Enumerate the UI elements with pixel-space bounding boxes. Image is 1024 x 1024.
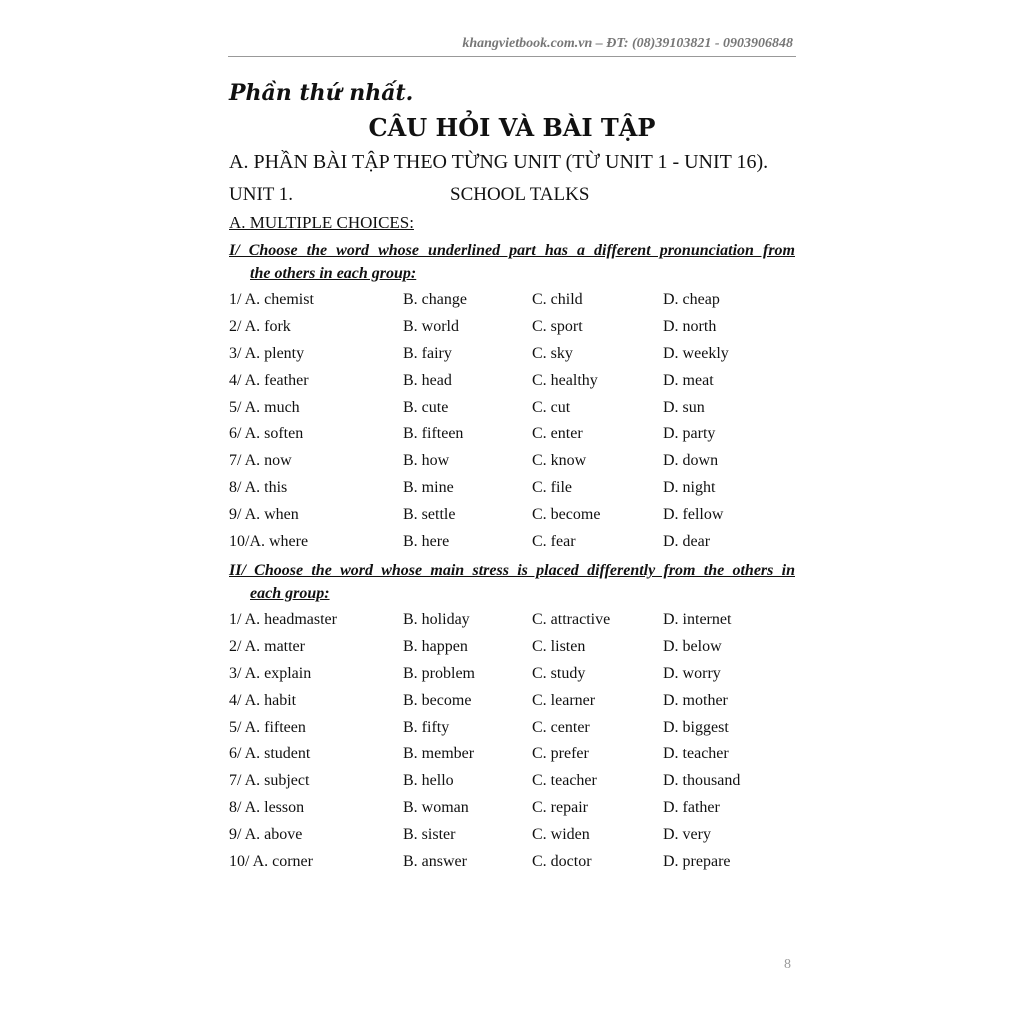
answer-option-b: B. problem [403, 664, 475, 682]
answer-option-c: C. widen [532, 826, 590, 844]
answer-option-d: D. dear [663, 533, 711, 551]
answer-option-c: C. learner [532, 691, 596, 709]
question-row [229, 425, 797, 452]
answer-option-a: 2/ A. matter [229, 637, 305, 655]
question-row [229, 745, 797, 772]
answer-option-a: 5/ A. fifteen [229, 718, 306, 736]
answer-option-d: D. north [663, 317, 717, 335]
answer-option-c: C. center [532, 718, 590, 736]
main-title: CÂU HỎI VÀ BÀI TẬP [368, 113, 656, 142]
answer-option-a: 7/ A. subject [229, 772, 310, 790]
answer-option-c: C. study [532, 664, 586, 682]
answer-option-b: B. head [403, 371, 452, 389]
part1-instruction-line2: the others in each group: [250, 265, 417, 282]
answer-option-b: B. happen [403, 637, 468, 655]
answer-option-b: B. cute [403, 398, 449, 416]
answer-option-a: 2/ A. fork [229, 317, 291, 335]
question-row [229, 533, 797, 560]
answer-option-c: C. enter [532, 425, 583, 443]
answer-option-d: D. down [663, 452, 719, 470]
part2-instruction [229, 559, 795, 605]
unit-name: SCHOOL TALKS [450, 184, 590, 205]
answer-option-a: 10/A. where [229, 533, 309, 551]
answer-option-b: B. fifteen [403, 425, 464, 443]
page-header: khangvietbook.com.vn – ĐT: (08)39103821 - 0903906848 [462, 36, 793, 51]
answer-option-b: B. settle [403, 506, 456, 524]
answer-option-d: D. worry [663, 664, 721, 682]
answer-option-a: 8/ A. lesson [229, 799, 305, 817]
answer-option-a: 10/ A. corner [229, 853, 313, 871]
question-row [229, 399, 797, 426]
answer-option-c: C. file [532, 479, 572, 497]
answer-option-d: D. teacher [663, 745, 729, 763]
answer-option-b: B. sister [403, 826, 456, 844]
answer-option-d: D. internet [663, 611, 732, 628]
answer-option-b: B. fairy [403, 344, 452, 362]
section-heading: A. PHẦN BÀI TẬP THEO TỪNG UNIT (TỪ UNIT 1 - UNIT 16). [229, 151, 769, 173]
answer-option-d: D. thousand [663, 772, 741, 790]
question-row [229, 291, 797, 318]
answer-option-b: B. how [403, 452, 450, 470]
answer-option-a: 1/ A. chemist [229, 291, 314, 308]
answer-option-d: D. biggest [663, 718, 729, 736]
answer-option-a: 9/ A. when [229, 506, 299, 524]
part1-instruction-line1: I/ Choose the word whose underlined part has a different pronunciation from [229, 242, 795, 259]
answer-option-a: 4/ A. habit [229, 691, 297, 709]
answer-option-b: B. change [403, 291, 467, 308]
answer-option-a: 3/ A. explain [229, 664, 312, 682]
header-divider [228, 56, 796, 57]
answer-option-b: B. world [403, 317, 459, 335]
answer-option-c: C. sky [532, 344, 573, 362]
answer-option-c: C. prefer [532, 745, 589, 763]
answer-option-a: 8/ A. this [229, 479, 288, 497]
question-row [229, 665, 797, 692]
answer-option-d: D. very [663, 826, 711, 844]
answer-option-d: D. weekly [663, 344, 729, 362]
answer-option-c: C. become [532, 506, 601, 524]
answer-option-c: C. cut [532, 398, 571, 416]
answer-option-d: D. night [663, 479, 716, 497]
answer-option-d: D. cheap [663, 291, 720, 308]
page-number: 8 [784, 957, 791, 972]
question-row [229, 692, 797, 719]
answer-option-a: 3/ A. plenty [229, 344, 305, 362]
answer-option-c: C. attractive [532, 611, 611, 628]
answer-option-d: D. party [663, 425, 716, 443]
answer-option-a: 9/ A. above [229, 826, 303, 844]
answer-option-b: B. become [403, 691, 472, 709]
part2-instruction-line1: II/ Choose the word whose main stress is placed differently from the others in [229, 562, 795, 579]
answer-option-d: D. father [663, 799, 720, 817]
answer-option-b: B. holiday [403, 611, 470, 628]
answer-option-a: 7/ A. now [229, 452, 292, 470]
answer-option-b: B. woman [403, 799, 469, 817]
part2-question-list [229, 611, 797, 880]
multiple-choices-heading: A. MULTIPLE CHOICES: [229, 213, 414, 232]
question-row [229, 799, 797, 826]
answer-option-a: 6/ A. soften [229, 425, 304, 443]
answer-option-d: D. meat [663, 371, 714, 389]
part1-question-list [229, 291, 797, 560]
part-title: Phần thứ nhất. [229, 80, 414, 106]
answer-option-c: C. repair [532, 799, 588, 817]
answer-option-c: C. healthy [532, 371, 598, 389]
answer-option-c: C. fear [532, 533, 576, 551]
question-row [229, 452, 797, 479]
answer-option-a: 1/ A. headmaster [229, 611, 337, 628]
question-row [229, 853, 797, 880]
question-row [229, 719, 797, 746]
part2-instruction-line2: each group: [250, 585, 330, 602]
answer-option-d: D. below [663, 637, 722, 655]
answer-option-d: D. prepare [663, 853, 731, 871]
question-row [229, 611, 797, 638]
answer-option-d: D. sun [663, 398, 705, 416]
question-row [229, 772, 797, 799]
question-row [229, 318, 797, 345]
question-row [229, 638, 797, 665]
question-row [229, 345, 797, 372]
answer-option-b: B. here [403, 533, 450, 551]
answer-option-c: C. teacher [532, 772, 597, 790]
question-row [229, 506, 797, 533]
answer-option-c: C. child [532, 291, 583, 308]
answer-option-c: C. know [532, 452, 587, 470]
question-row [229, 372, 797, 399]
answer-option-b: B. member [403, 745, 475, 763]
answer-option-b: B. hello [403, 772, 454, 790]
question-row [229, 826, 797, 853]
unit-label: UNIT 1. [229, 184, 294, 205]
answer-option-b: B. answer [403, 853, 467, 871]
question-row [229, 479, 797, 506]
answer-option-b: B. fifty [403, 718, 450, 736]
answer-option-a: 5/ A. much [229, 398, 300, 416]
answer-option-b: B. mine [403, 479, 454, 497]
answer-option-a: 6/ A. student [229, 745, 311, 763]
answer-option-d: D. mother [663, 691, 728, 709]
answer-option-d: D. fellow [663, 506, 724, 524]
answer-option-c: C. listen [532, 637, 586, 655]
answer-option-c: C. sport [532, 317, 583, 335]
answer-option-c: C. doctor [532, 853, 592, 871]
part1-instruction [229, 239, 795, 285]
answer-option-a: 4/ A. feather [229, 371, 309, 389]
